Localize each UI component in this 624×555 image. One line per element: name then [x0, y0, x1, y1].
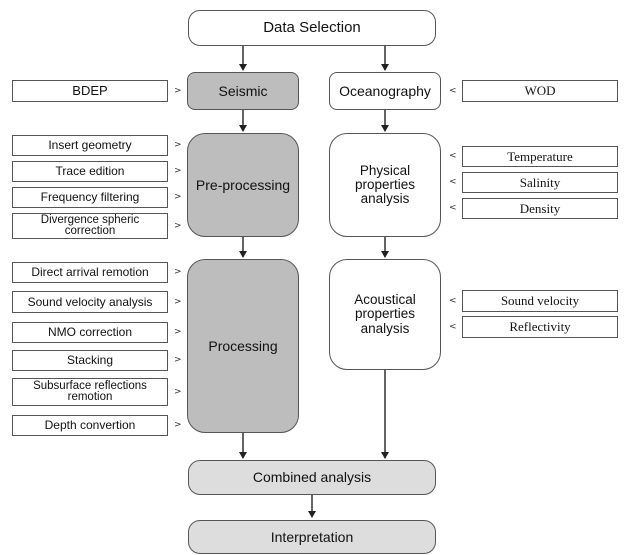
proc-arrow-1-icon: >: [174, 267, 182, 277]
bdep-arrow-icon: >: [174, 86, 182, 96]
seismic-box: Seismic: [187, 72, 299, 110]
reflectivity-input-box: Reflectivity: [462, 316, 618, 338]
wod-input-box: WOD: [462, 80, 618, 102]
preproc-arrow-3-icon: >: [174, 192, 182, 202]
salinity-input-box: Salinity: [462, 172, 618, 193]
sound-velocity-arrow-icon: <: [449, 296, 457, 306]
proc-input-6: Depth convertion: [12, 415, 168, 436]
temperature-arrow-icon: <: [449, 151, 457, 161]
proc-input-2: Sound velocity analysis: [12, 291, 168, 313]
density-input-box: Density: [462, 198, 618, 219]
preproc-arrow-1-icon: >: [174, 140, 182, 150]
data-selection-label: Data Selection: [263, 19, 361, 37]
proc-input-1: Direct arrival remotion: [12, 262, 168, 283]
wod-arrow-icon: <: [449, 86, 457, 96]
preprocessing-box: Pre-processing: [187, 133, 299, 237]
processing-box: Processing: [187, 259, 299, 433]
proc-arrow-3-icon: >: [174, 327, 182, 337]
sound-velocity-input-box: Sound velocity: [462, 290, 618, 312]
proc-arrow-5-icon: >: [174, 387, 182, 397]
data-selection-box: [188, 10, 436, 46]
proc-input-4: Stacking: [12, 350, 168, 371]
preproc-input-1: Insert geometry: [12, 135, 168, 156]
proc-arrow-6-icon: >: [174, 420, 182, 430]
preproc-input-3: Frequency filtering: [12, 187, 168, 208]
interpretation-box: Interpretation: [188, 520, 436, 554]
preproc-arrow-4-icon: >: [174, 221, 182, 231]
temperature-input-box: Temperature: [462, 146, 618, 167]
acoustical-properties-box: Acoustical properties analysis: [329, 259, 441, 370]
physical-properties-box: Physical properties analysis: [329, 133, 441, 237]
salinity-arrow-icon: <: [449, 177, 457, 187]
oceanography-box: Oceanography: [329, 72, 441, 110]
reflectivity-arrow-icon: <: [449, 322, 457, 332]
proc-arrow-4-icon: >: [174, 355, 182, 365]
proc-arrow-2-icon: >: [174, 297, 182, 307]
preproc-input-2: Trace edition: [12, 161, 168, 182]
density-arrow-icon: <: [449, 203, 457, 213]
proc-input-5: Subsurface reflections remotion: [12, 378, 168, 406]
combined-analysis-box: Combined analysis: [188, 460, 436, 495]
preproc-input-4: Divergence spheric correction: [12, 213, 168, 239]
proc-input-3: NMO correction: [12, 322, 168, 343]
preproc-arrow-2-icon: >: [174, 166, 182, 176]
bdep-input-box: BDEP: [12, 80, 168, 102]
